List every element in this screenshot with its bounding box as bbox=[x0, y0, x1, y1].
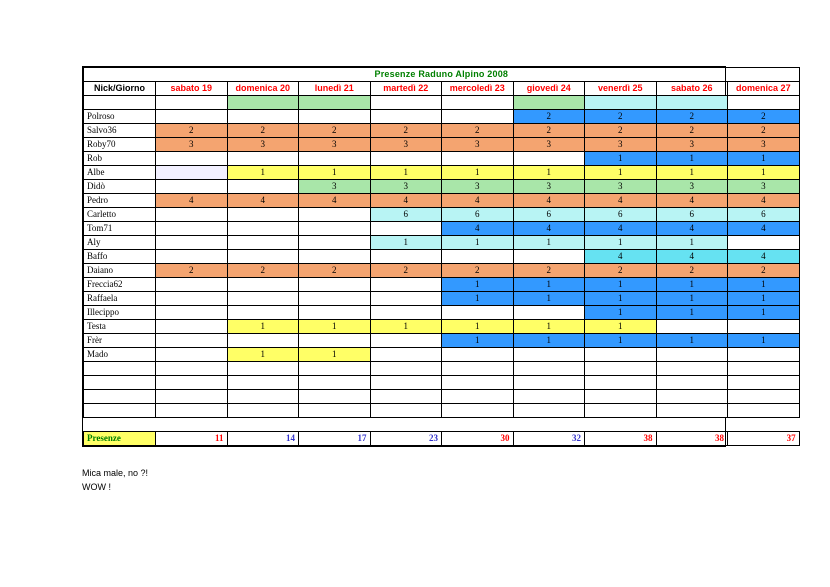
table-row bbox=[84, 236, 800, 250]
attendance-cell[interactable]: 1 bbox=[299, 348, 371, 362]
attendance-cell[interactable]: 4 bbox=[585, 194, 657, 208]
table-row bbox=[84, 166, 800, 180]
attendance-cell[interactable] bbox=[656, 376, 728, 390]
column-header-day-3: martedì 22 bbox=[370, 82, 442, 96]
attendance-cell[interactable]: 1 bbox=[442, 334, 514, 348]
attendance-cell[interactable] bbox=[227, 208, 299, 222]
attendance-cell[interactable] bbox=[370, 292, 442, 306]
attendance-cell[interactable]: 1 bbox=[442, 278, 514, 292]
attendance-cell[interactable] bbox=[370, 404, 442, 418]
attendance-cell[interactable]: 1 bbox=[513, 236, 585, 250]
attendance-cell[interactable]: 1 bbox=[442, 236, 514, 250]
attendance-cell[interactable] bbox=[442, 96, 514, 110]
table-row bbox=[84, 222, 800, 236]
attendance-cell[interactable] bbox=[442, 362, 514, 376]
attendance-cell[interactable]: 3 bbox=[728, 138, 800, 152]
table-row bbox=[84, 264, 800, 278]
row-nick-cell[interactable]: Aly bbox=[84, 236, 156, 250]
attendance-cell[interactable] bbox=[299, 222, 371, 236]
attendance-cell[interactable] bbox=[656, 404, 728, 418]
attendance-cell[interactable] bbox=[299, 404, 371, 418]
row-nick-cell[interactable] bbox=[84, 376, 156, 390]
attendance-cell[interactable]: 1 bbox=[513, 334, 585, 348]
attendance-cell[interactable]: 3 bbox=[299, 180, 371, 194]
attendance-cell[interactable]: 3 bbox=[227, 138, 299, 152]
attendance-cell[interactable]: 2 bbox=[156, 124, 228, 138]
attendance-cell[interactable] bbox=[513, 152, 585, 166]
attendance-cell[interactable] bbox=[370, 348, 442, 362]
attendance-cell[interactable] bbox=[513, 306, 585, 320]
attendance-cell[interactable]: 1 bbox=[728, 306, 800, 320]
attendance-cell[interactable]: 6 bbox=[513, 208, 585, 222]
attendance-cell[interactable]: 1 bbox=[370, 166, 442, 180]
attendance-cell[interactable] bbox=[156, 376, 228, 390]
attendance-cell[interactable] bbox=[156, 320, 228, 334]
attendance-cell[interactable] bbox=[299, 208, 371, 222]
attendance-cell[interactable]: 4 bbox=[728, 222, 800, 236]
row-nick-cell[interactable] bbox=[84, 96, 156, 110]
table-row bbox=[84, 278, 800, 292]
attendance-cell[interactable]: 2 bbox=[513, 124, 585, 138]
attendance-cell[interactable]: 2 bbox=[156, 264, 228, 278]
attendance-cell[interactable] bbox=[299, 376, 371, 390]
attendance-cell[interactable] bbox=[227, 404, 299, 418]
attendance-cell[interactable] bbox=[156, 348, 228, 362]
totals-value: 38 bbox=[656, 432, 728, 446]
attendance-cell[interactable] bbox=[585, 390, 657, 404]
attendance-cell[interactable] bbox=[728, 390, 800, 404]
column-header-day-6: venerdì 25 bbox=[585, 82, 657, 96]
attendance-cell[interactable] bbox=[656, 96, 728, 110]
attendance-cell[interactable] bbox=[370, 110, 442, 124]
attendance-cell[interactable]: 3 bbox=[585, 138, 657, 152]
attendance-cell[interactable] bbox=[227, 236, 299, 250]
spacer-cell bbox=[728, 418, 800, 432]
attendance-cell[interactable]: 3 bbox=[656, 180, 728, 194]
table-header-row bbox=[84, 82, 800, 96]
attendance-cell[interactable] bbox=[728, 362, 800, 376]
attendance-cell[interactable] bbox=[513, 390, 585, 404]
attendance-cell[interactable] bbox=[513, 96, 585, 110]
attendance-cell[interactable] bbox=[227, 376, 299, 390]
attendance-cell[interactable]: 4 bbox=[656, 250, 728, 264]
table-row bbox=[84, 320, 800, 334]
attendance-cell[interactable] bbox=[370, 222, 442, 236]
attendance-cell[interactable] bbox=[442, 110, 514, 124]
attendance-cell[interactable]: 1 bbox=[513, 278, 585, 292]
page-title: Presenze Raduno Alpino 2008 bbox=[84, 68, 800, 82]
attendance-cell[interactable]: 6 bbox=[370, 208, 442, 222]
attendance-cell[interactable] bbox=[656, 390, 728, 404]
attendance-cell[interactable] bbox=[370, 250, 442, 264]
attendance-cell[interactable]: 4 bbox=[656, 194, 728, 208]
attendance-cell[interactable] bbox=[227, 334, 299, 348]
attendance-cell[interactable] bbox=[728, 348, 800, 362]
table-row bbox=[84, 152, 800, 166]
row-nick-cell[interactable] bbox=[84, 404, 156, 418]
attendance-cell[interactable] bbox=[513, 362, 585, 376]
spacer-cell bbox=[299, 418, 371, 432]
attendance-cell[interactable]: 4 bbox=[513, 222, 585, 236]
attendance-cell[interactable]: 3 bbox=[513, 138, 585, 152]
attendance-cell[interactable]: 4 bbox=[585, 250, 657, 264]
attendance-cell[interactable]: 1 bbox=[728, 278, 800, 292]
attendance-cell[interactable] bbox=[656, 320, 728, 334]
attendance-cell[interactable] bbox=[299, 250, 371, 264]
attendance-cell[interactable]: 3 bbox=[370, 180, 442, 194]
attendance-cell[interactable]: 1 bbox=[585, 320, 657, 334]
attendance-cell[interactable]: 2 bbox=[585, 264, 657, 278]
attendance-cell[interactable] bbox=[156, 278, 228, 292]
attendance-cell[interactable] bbox=[156, 166, 228, 180]
attendance-cell[interactable] bbox=[156, 250, 228, 264]
spacer-cell bbox=[656, 418, 728, 432]
attendance-cell[interactable] bbox=[299, 390, 371, 404]
attendance-cell[interactable]: 1 bbox=[656, 166, 728, 180]
column-header-nick: Nick/Giorno bbox=[84, 82, 156, 96]
column-header-day-4: mercoledì 23 bbox=[442, 82, 514, 96]
attendance-cell[interactable] bbox=[442, 250, 514, 264]
attendance-cell[interactable]: 1 bbox=[585, 152, 657, 166]
notes-block bbox=[82, 466, 148, 494]
attendance-cell[interactable]: 1 bbox=[656, 334, 728, 348]
attendance-cell[interactable]: 1 bbox=[227, 348, 299, 362]
attendance-cell[interactable] bbox=[370, 334, 442, 348]
attendance-cell[interactable]: 2 bbox=[585, 110, 657, 124]
attendance-cell[interactable]: 4 bbox=[227, 194, 299, 208]
attendance-cell[interactable] bbox=[299, 278, 371, 292]
attendance-cell[interactable] bbox=[728, 236, 800, 250]
totals-value: 14 bbox=[227, 432, 299, 446]
attendance-cell[interactable]: 2 bbox=[728, 110, 800, 124]
attendance-cell[interactable] bbox=[513, 376, 585, 390]
attendance-cell[interactable]: 2 bbox=[513, 264, 585, 278]
attendance-cell[interactable]: 6 bbox=[728, 208, 800, 222]
attendance-cell[interactable] bbox=[299, 96, 371, 110]
note-line-0: Mica male, no ?! bbox=[82, 468, 149, 478]
table-row bbox=[84, 250, 800, 264]
row-nick-cell[interactable]: Pedro bbox=[84, 194, 156, 208]
column-header-day-0: sabato 19 bbox=[156, 82, 228, 96]
row-nick-cell[interactable]: Rob bbox=[84, 152, 156, 166]
column-header-day-5: giovedì 24 bbox=[513, 82, 585, 96]
attendance-cell[interactable] bbox=[728, 376, 800, 390]
attendance-cell[interactable]: 2 bbox=[299, 264, 371, 278]
attendance-cell[interactable]: 2 bbox=[656, 124, 728, 138]
attendance-cell[interactable]: 2 bbox=[370, 124, 442, 138]
spacer-cell bbox=[84, 418, 156, 432]
attendance-cell[interactable] bbox=[156, 292, 228, 306]
column-header-day-7: sabato 26 bbox=[656, 82, 728, 96]
attendance-cell[interactable] bbox=[299, 362, 371, 376]
attendance-cell[interactable]: 4 bbox=[513, 194, 585, 208]
attendance-cell[interactable] bbox=[156, 208, 228, 222]
attendance-cell[interactable]: 4 bbox=[656, 222, 728, 236]
attendance-cell[interactable]: 1 bbox=[656, 306, 728, 320]
attendance-cell[interactable] bbox=[156, 222, 228, 236]
row-nick-cell[interactable]: Albe bbox=[84, 166, 156, 180]
table-row bbox=[84, 334, 800, 348]
attendance-cell[interactable] bbox=[585, 376, 657, 390]
attendance-cell[interactable]: 4 bbox=[370, 194, 442, 208]
attendance-cell[interactable] bbox=[728, 404, 800, 418]
attendance-cell[interactable] bbox=[227, 250, 299, 264]
attendance-cell[interactable] bbox=[227, 152, 299, 166]
attendance-cell[interactable]: 1 bbox=[513, 292, 585, 306]
attendance-cell[interactable] bbox=[227, 222, 299, 236]
attendance-cell[interactable] bbox=[227, 306, 299, 320]
attendance-cell[interactable] bbox=[156, 404, 228, 418]
attendance-cell[interactable]: 1 bbox=[370, 236, 442, 250]
attendance-cell[interactable] bbox=[442, 348, 514, 362]
attendance-cell[interactable]: 1 bbox=[585, 166, 657, 180]
attendance-cell[interactable] bbox=[442, 376, 514, 390]
spacer-cell bbox=[585, 418, 657, 432]
attendance-cell[interactable]: 4 bbox=[442, 222, 514, 236]
attendance-table bbox=[83, 67, 800, 446]
attendance-cell[interactable]: 4 bbox=[728, 250, 800, 264]
table-row bbox=[84, 208, 800, 222]
attendance-cell[interactable]: 2 bbox=[728, 264, 800, 278]
attendance-cell[interactable]: 1 bbox=[585, 278, 657, 292]
attendance-cell[interactable] bbox=[656, 348, 728, 362]
attendance-cell[interactable]: 2 bbox=[370, 264, 442, 278]
totals-value: 17 bbox=[299, 432, 371, 446]
row-nick-cell[interactable]: Baffo bbox=[84, 250, 156, 264]
attendance-cell[interactable]: 3 bbox=[513, 180, 585, 194]
attendance-cell[interactable] bbox=[156, 236, 228, 250]
row-nick-cell[interactable]: Daiano bbox=[84, 264, 156, 278]
attendance-cell[interactable]: 2 bbox=[585, 124, 657, 138]
attendance-cell[interactable] bbox=[370, 152, 442, 166]
attendance-cell[interactable] bbox=[513, 404, 585, 418]
attendance-cell[interactable]: 1 bbox=[442, 292, 514, 306]
totals-value: 30 bbox=[442, 432, 514, 446]
attendance-cell[interactable] bbox=[299, 236, 371, 250]
attendance-cell[interactable] bbox=[227, 180, 299, 194]
totals-value: 23 bbox=[370, 432, 442, 446]
attendance-cell[interactable]: 1 bbox=[370, 320, 442, 334]
row-nick-cell[interactable]: Polroso bbox=[84, 110, 156, 124]
attendance-cell[interactable]: 4 bbox=[728, 194, 800, 208]
table-row bbox=[84, 124, 800, 138]
attendance-cell[interactable]: 3 bbox=[299, 138, 371, 152]
attendance-cell[interactable]: 2 bbox=[656, 110, 728, 124]
attendance-cell[interactable] bbox=[513, 348, 585, 362]
table-row bbox=[84, 348, 800, 362]
attendance-cell[interactable] bbox=[227, 278, 299, 292]
attendance-cell[interactable]: 6 bbox=[656, 208, 728, 222]
spacer-cell bbox=[442, 418, 514, 432]
row-nick-cell[interactable]: Tom71 bbox=[84, 222, 156, 236]
attendance-cell[interactable]: 1 bbox=[585, 236, 657, 250]
attendance-cell[interactable]: 1 bbox=[513, 320, 585, 334]
attendance-cell[interactable]: 1 bbox=[728, 152, 800, 166]
attendance-cell[interactable] bbox=[370, 278, 442, 292]
attendance-cell[interactable] bbox=[442, 152, 514, 166]
attendance-cell[interactable] bbox=[585, 404, 657, 418]
attendance-cell[interactable] bbox=[299, 306, 371, 320]
table-row bbox=[84, 362, 800, 376]
attendance-cell[interactable]: 1 bbox=[227, 166, 299, 180]
attendance-cell[interactable]: 2 bbox=[227, 124, 299, 138]
attendance-cell[interactable] bbox=[728, 320, 800, 334]
column-header-day-1: domenica 20 bbox=[227, 82, 299, 96]
row-nick-cell[interactable]: Raffaela bbox=[84, 292, 156, 306]
attendance-cell[interactable] bbox=[585, 348, 657, 362]
attendance-cell[interactable]: 2 bbox=[656, 264, 728, 278]
attendance-cell[interactable] bbox=[299, 334, 371, 348]
title-row bbox=[84, 68, 800, 82]
attendance-cell[interactable]: 2 bbox=[728, 124, 800, 138]
attendance-cell[interactable] bbox=[299, 152, 371, 166]
row-nick-cell[interactable] bbox=[84, 390, 156, 404]
attendance-cell[interactable] bbox=[156, 110, 228, 124]
table-row bbox=[84, 390, 800, 404]
attendance-cell[interactable]: 2 bbox=[227, 264, 299, 278]
attendance-cell[interactable]: 2 bbox=[299, 124, 371, 138]
attendance-cell[interactable] bbox=[227, 292, 299, 306]
attendance-cell[interactable] bbox=[370, 306, 442, 320]
table-row bbox=[84, 180, 800, 194]
attendance-cell[interactable] bbox=[585, 362, 657, 376]
table-row bbox=[84, 376, 800, 390]
attendance-cell[interactable]: 4 bbox=[585, 222, 657, 236]
attendance-cell[interactable]: 3 bbox=[728, 180, 800, 194]
attendance-cell[interactable] bbox=[156, 306, 228, 320]
row-nick-cell[interactable]: Freccia62 bbox=[84, 278, 156, 292]
attendance-cell[interactable] bbox=[156, 180, 228, 194]
attendance-cell[interactable] bbox=[156, 152, 228, 166]
attendance-cell[interactable]: 4 bbox=[442, 194, 514, 208]
table-row bbox=[84, 138, 800, 152]
note-line-1: WOW ! bbox=[82, 482, 111, 492]
attendance-cell[interactable] bbox=[227, 96, 299, 110]
attendance-cell[interactable]: 1 bbox=[299, 320, 371, 334]
totals-value: 32 bbox=[513, 432, 585, 446]
table-row bbox=[84, 110, 800, 124]
attendance-cell[interactable]: 3 bbox=[442, 138, 514, 152]
attendance-cell[interactable]: 1 bbox=[728, 334, 800, 348]
attendance-cell[interactable]: 1 bbox=[227, 320, 299, 334]
attendance-cell[interactable]: 2 bbox=[442, 264, 514, 278]
column-header-day-2: lunedì 21 bbox=[299, 82, 371, 96]
column-header-day-8: domenica 27 bbox=[728, 82, 800, 96]
attendance-cell[interactable] bbox=[370, 96, 442, 110]
attendance-cell[interactable]: 1 bbox=[656, 236, 728, 250]
spreadsheet-sheet bbox=[82, 66, 796, 447]
attendance-cell[interactable]: 4 bbox=[156, 194, 228, 208]
attendance-cell[interactable]: 1 bbox=[728, 292, 800, 306]
attendance-cell[interactable]: 3 bbox=[370, 138, 442, 152]
attendance-cell[interactable] bbox=[370, 376, 442, 390]
row-nick-cell[interactable]: Illecippo bbox=[84, 306, 156, 320]
attendance-cell[interactable] bbox=[442, 306, 514, 320]
attendance-cell[interactable]: 3 bbox=[442, 180, 514, 194]
totals-row bbox=[84, 432, 800, 446]
attendance-cell[interactable] bbox=[299, 292, 371, 306]
attendance-cell[interactable] bbox=[370, 390, 442, 404]
table-row bbox=[84, 292, 800, 306]
attendance-cell[interactable] bbox=[227, 362, 299, 376]
attendance-cell[interactable]: 1 bbox=[656, 278, 728, 292]
attendance-cell[interactable]: 1 bbox=[656, 152, 728, 166]
spacer-cell bbox=[227, 418, 299, 432]
attendance-cell[interactable] bbox=[227, 110, 299, 124]
attendance-cell[interactable] bbox=[728, 96, 800, 110]
row-nick-cell[interactable]: Carletto bbox=[84, 208, 156, 222]
attendance-cell[interactable] bbox=[370, 362, 442, 376]
attendance-cell[interactable]: 1 bbox=[442, 166, 514, 180]
attendance-cell[interactable] bbox=[442, 390, 514, 404]
attendance-cell[interactable] bbox=[156, 334, 228, 348]
attendance-cell[interactable]: 1 bbox=[585, 334, 657, 348]
attendance-cell[interactable]: 1 bbox=[656, 292, 728, 306]
attendance-cell[interactable]: 1 bbox=[442, 320, 514, 334]
attendance-cell[interactable]: 1 bbox=[299, 166, 371, 180]
attendance-cell[interactable] bbox=[156, 390, 228, 404]
table-row bbox=[84, 96, 800, 110]
table-row bbox=[84, 306, 800, 320]
attendance-cell[interactable] bbox=[442, 404, 514, 418]
row-nick-cell[interactable]: Testa bbox=[84, 320, 156, 334]
attendance-cell[interactable] bbox=[299, 110, 371, 124]
totals-value: 38 bbox=[585, 432, 657, 446]
table-row bbox=[84, 404, 800, 418]
attendance-cell[interactable]: 3 bbox=[585, 180, 657, 194]
attendance-cell[interactable]: 2 bbox=[442, 124, 514, 138]
attendance-cell[interactable] bbox=[227, 390, 299, 404]
attendance-cell[interactable] bbox=[585, 96, 657, 110]
attendance-cell[interactable] bbox=[513, 250, 585, 264]
attendance-cell[interactable]: 2 bbox=[513, 110, 585, 124]
row-nick-cell[interactable]: Frèr bbox=[84, 334, 156, 348]
row-nick-cell[interactable]: Salvo36 bbox=[84, 124, 156, 138]
attendance-cell[interactable] bbox=[656, 362, 728, 376]
row-nick-cell[interactable]: Didò bbox=[84, 180, 156, 194]
attendance-cell[interactable]: 1 bbox=[585, 292, 657, 306]
spacer-cell bbox=[370, 418, 442, 432]
spacer-cell bbox=[156, 418, 228, 432]
spacer-row bbox=[84, 418, 800, 432]
attendance-cell[interactable] bbox=[156, 96, 228, 110]
attendance-cell[interactable]: 1 bbox=[728, 166, 800, 180]
attendance-cell[interactable]: 1 bbox=[585, 306, 657, 320]
attendance-cell[interactable]: 1 bbox=[513, 166, 585, 180]
table-row bbox=[84, 194, 800, 208]
row-nick-cell[interactable]: Mado bbox=[84, 348, 156, 362]
row-nick-cell[interactable] bbox=[84, 362, 156, 376]
attendance-cell[interactable]: 6 bbox=[442, 208, 514, 222]
row-nick-cell[interactable]: Roby70 bbox=[84, 138, 156, 152]
spacer-cell bbox=[513, 418, 585, 432]
attendance-cell[interactable]: 3 bbox=[656, 138, 728, 152]
attendance-cell[interactable]: 4 bbox=[299, 194, 371, 208]
totals-value: 37 bbox=[728, 432, 800, 446]
attendance-cell[interactable] bbox=[156, 362, 228, 376]
totals-label: Presenze bbox=[84, 432, 156, 446]
totals-value: 11 bbox=[156, 432, 228, 446]
attendance-cell[interactable]: 3 bbox=[156, 138, 228, 152]
attendance-cell[interactable]: 6 bbox=[585, 208, 657, 222]
